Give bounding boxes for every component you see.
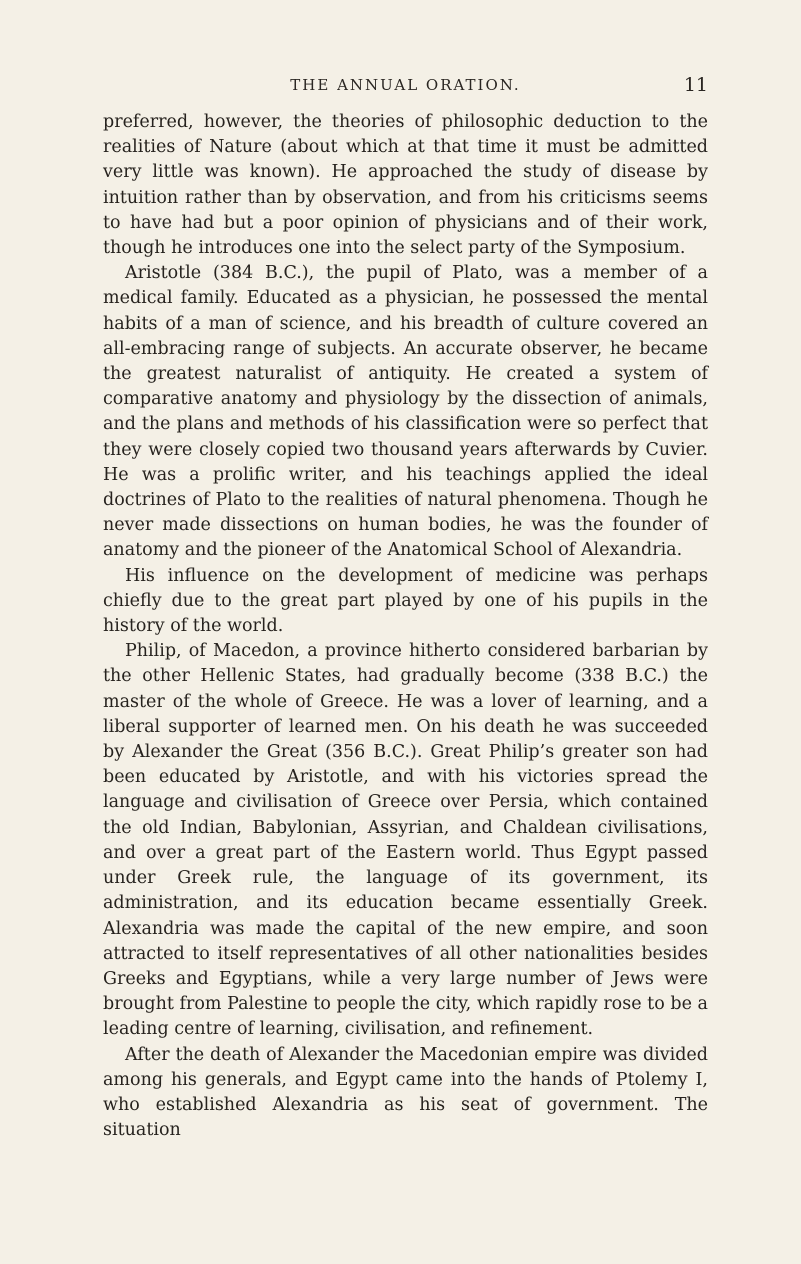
page-number: 11 <box>683 74 708 96</box>
body-text <box>103 110 708 1143</box>
paragraph-ptolemy: After the death of Alexander the Macedonian empire was divided among his generals, and Egypt came into the hands of Ptolemy I, who established Alexandria as his seat of government. The situation <box>103 1044 708 1141</box>
paragraph-philip: Philip, of Macedon, a province hitherto considered barbarian by the other Hellenic States, had gradually become (338 B.C.) the master of the whole of Greece. He was a lover of learning, and a liberal supporter of learned men. On his death he was succeeded by Alexander the Great (356 B.C.). Great Philip’s greater son had been educated by Aristotle, and with his victories spread the language and civilisation of Greece over Persia, which contained the old Indian, Babylonian, Assyrian, and Chaldean civilisations, and over a great part of the Eastern world. Thus Egypt passed under Greek rule, the language of its government, its administration, and its education became essentially Greek. Alexandria was made the capital of the new empire, and soon attracted to itself representatives of all other nationalities besides Greeks and Egyptians, while a very large number of Jews were brought from Palestine to people the city, which rapidly rose to be a leading centre of learning, civilisation, and refinement. <box>103 641 708 1040</box>
paragraph-influence: His influence on the development of medicine was perhaps chiefly due to the great part played by one of his pupils in the history of the world. <box>103 565 708 637</box>
paragraph-aristotle: Aristotle (384 B.C.), the pupil of Plato, was a member of a medical family. Educated as a physician, he possessed the mental habits of a man of science, and his breadth of culture covered an all-embracing range of subjects. An accurate observer, he became the greatest naturalist of antiquity. He created a system of comparative anatomy and physiology by the dissection of animals, and the plans and methods of his classification were so perfect that they were closely copied two thousand years afterwards by Cuvier. He was a prolific writer, and his teachings applied the ideal doctrines of Plato to the realities of natural phenomena. Though he never made dissections on human bodies, he was the founder of anatomy and the pioneer of the Anatomical School of Alexandria. <box>103 263 708 561</box>
paragraph-continuation: preferred, however, the theories of philosophic deduction to the realities of Nature (about which at that time it must be admitted very little was known). He approached the study of disease by intuition rather than by observation, and from his criticisms seems to have had but a poor opinion of physicians and of their work, though he introduces one into the select party of the Symposium. <box>103 112 708 259</box>
running-head <box>103 76 708 102</box>
running-title: THE ANNUAL ORATION. <box>290 76 521 94</box>
